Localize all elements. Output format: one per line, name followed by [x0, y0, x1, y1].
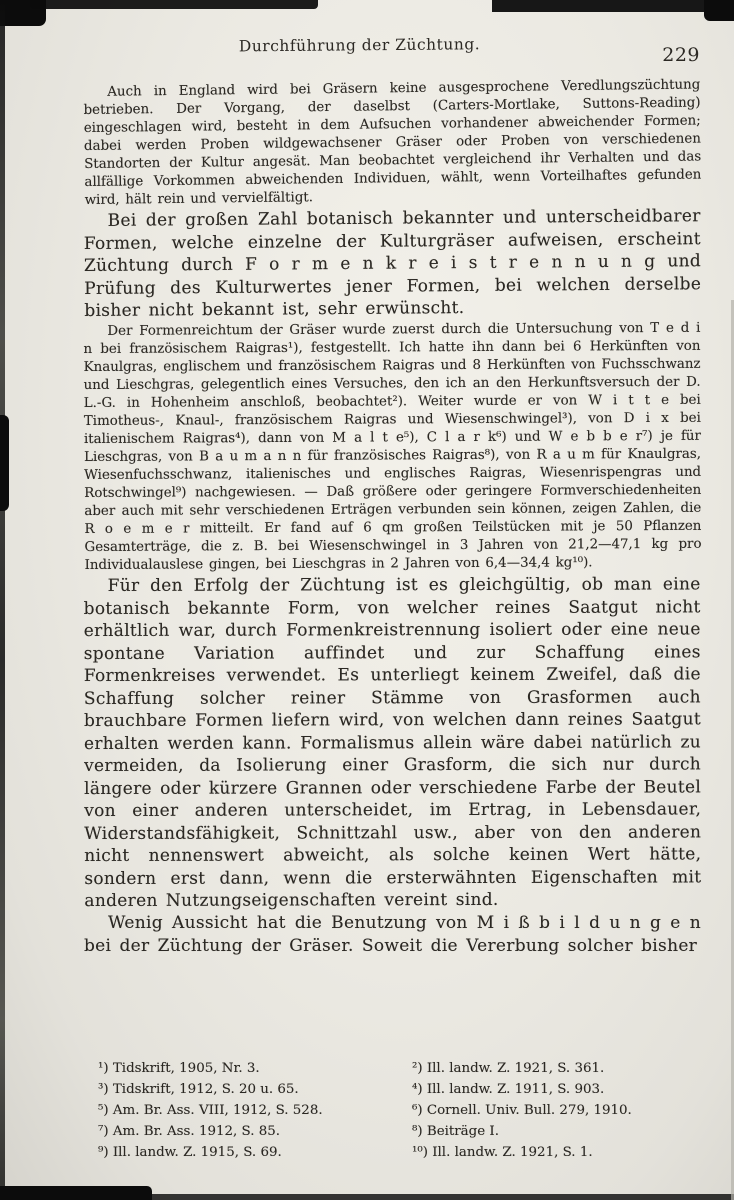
scan-mark-top-strip-left: [30, 0, 318, 9]
footnote-3: ³) Tidskrift, 1912, S. 20 u. 65.: [98, 1082, 299, 1097]
scan-mark-left-edge: [0, 0, 5, 1200]
footnote-row: [98, 1142, 706, 1163]
running-head: [84, 36, 701, 54]
paragraph-2: Bei der großen Zahl botanisch bekannter und unterscheidbarer Formen, welche einzelne der Kulturgräser aufweisen, erscheint Züchtung durch F o r m e n k r e i s t r e n n u n g und Prüfung des Kulturwertes jener Formen, bei welchen derselbe bisher nicht bekannt ist, sehr erwünscht.: [83, 206, 702, 321]
footnote-row: [98, 1100, 706, 1121]
scan-mark-top-strip-right: [492, 0, 734, 12]
footnotes: [98, 1058, 706, 1163]
footnote-1: ¹) Tidskrift, 1905, Nr. 3.: [98, 1061, 260, 1076]
footnote-2: ²) Ill. landw. Z. 1921, S. 361.: [412, 1061, 605, 1076]
paragraph-4: Für den Erfolg der Züchtung ist es gleichgültig, ob man eine botanisch bekannte Form, von welcher reines Saatgut nicht erhältlich war, durch Formenkreistrennung isoliert oder eine neue spontane Variation auffindet und zur Schaffung eines Formenkreises verwendet. Es unterliegt keinem Zweifel, daß die Schaffung solcher reiner Stämme von Grasformen auch brauchbare Formen liefern wird, von welchen dann reines Saatgut erhalten werden kann. Formalismus allein wäre dabei natürlich zu vermeiden, da Isolierung einer Grasform, die sich nur durch längere oder kürzere Grannen oder verschiedene Farbe der Beutel von einer anderen unterscheidet, im Ertrag, in Lebensdauer, Widerstandsfähigkeit, Schnittzahl usw., aber von den anderen nicht nennenswert abweicht, als solche keinen Wert hätte, sondern erst dann, wenn die ersterwähnten Eigenschaften mit anderen Nutzungseigenschaften vereint sind.: [83, 573, 702, 911]
running-head-title: Durchführung der Züchtung.: [238, 35, 481, 56]
footnote-10: ¹⁰) Ill. landw. Z. 1921, S. 1.: [412, 1145, 593, 1160]
footnote-row: [98, 1079, 706, 1100]
paragraph-1: Auch in England wird bei Gräsern keine ausgesprochene Veredlungszüchtung betrieben. Der Vorgang, der daselbst (Carters-Mortlake, Suttons-Reading) eingeschlagen wird, besteht in dem Aufsuchen vorhandener abweichender Formen; dabei werden Proben wildgewachsener Gräser oder Proben von verschiedenen Standorten der Kultur angesät. Man beobachtet vergleichend ihr Verhalten und das allfällige Vorkommen abweichenden Individuen, wählt, wenn Vorteilhaftes gefunden wird, hält rein und vervielfältigt.: [83, 77, 702, 208]
footnote-8: ⁸) Beiträge I.: [412, 1124, 499, 1139]
footnote-7: ⁷) Am. Br. Ass. 1912, S. 85.: [98, 1124, 281, 1139]
footnote-row: [98, 1121, 706, 1142]
footnote-row: [98, 1058, 706, 1079]
footnote-9: ⁹) Ill. landw. Z. 1915, S. 69.: [98, 1145, 282, 1160]
scan-mark-bottom-edge: [0, 1194, 734, 1200]
page-number: 229: [662, 44, 700, 66]
paragraph-3: Der Formenreichtum der Gräser wurde zuerst durch die Untersuchung von T e d i n bei französischem Raigras¹), festgestellt. Ich hatte ihn dann bei 6 Herkünften von Knaulgras, englischem und französischem Raigras und 8 Herkünften von Fuchsschwanz und Lieschgras, gelegentlich eines Versuches, den ich an den Herkunftsversuch der D. L.-G. in Hohenheim anschloß, beobachtet²). Weiter wurde er von W i t t e bei Timotheus-, Knaul-, französischem Raigras und Wiesenschwingel³), von D i x bei italienischem Raigras⁴), dann von M a l t e⁵), C l a r k⁶) und W e b b e r⁷) je für Lieschgras, von B a u m a n n für französisches Raigras⁸), von R a u m für Knaulgras, Wiesenfuchsschwanz, italienisches und englisches Raigras, Wiesenrispengras und Rotschwingel⁹) nachgewiesen. — Daß größere oder geringere Formverschiedenheiten aber auch mit sehr verschiedenen Erträgen verbunden sein können, zeigen Zahlen, die R o e m e r mitteilt. Er fand auf 6 qm großen Teilstücken mit je 50 Pflanzen Gesamterträge, die z. B. bei Wiesenschwingel in 3 Jahren von 21,2—47,1 kg pro Individualauslese gingen, bei Lieschgras in 2 Jahren von 6,4—34,4 kg¹⁰).: [83, 320, 702, 573]
scan-mark-left-blob: [0, 415, 9, 511]
footnote-5: ⁵) Am. Br. Ass. VIII, 1912, S. 528.: [98, 1103, 323, 1118]
footnote-4: ⁴) Ill. landw. Z. 1911, S. 903.: [412, 1082, 605, 1097]
text-column: [83, 77, 702, 957]
paragraph-5: Wenig Aussicht hat die Benutzung von M i ß b i l d u n g e n bei der Züchtung der Gräser. Soweit die Vererbung solcher bisher: [84, 913, 701, 956]
footnote-6: ⁶) Cornell. Univ. Bull. 279, 1910.: [412, 1103, 632, 1118]
scan-mark-top-right: [704, 0, 734, 21]
